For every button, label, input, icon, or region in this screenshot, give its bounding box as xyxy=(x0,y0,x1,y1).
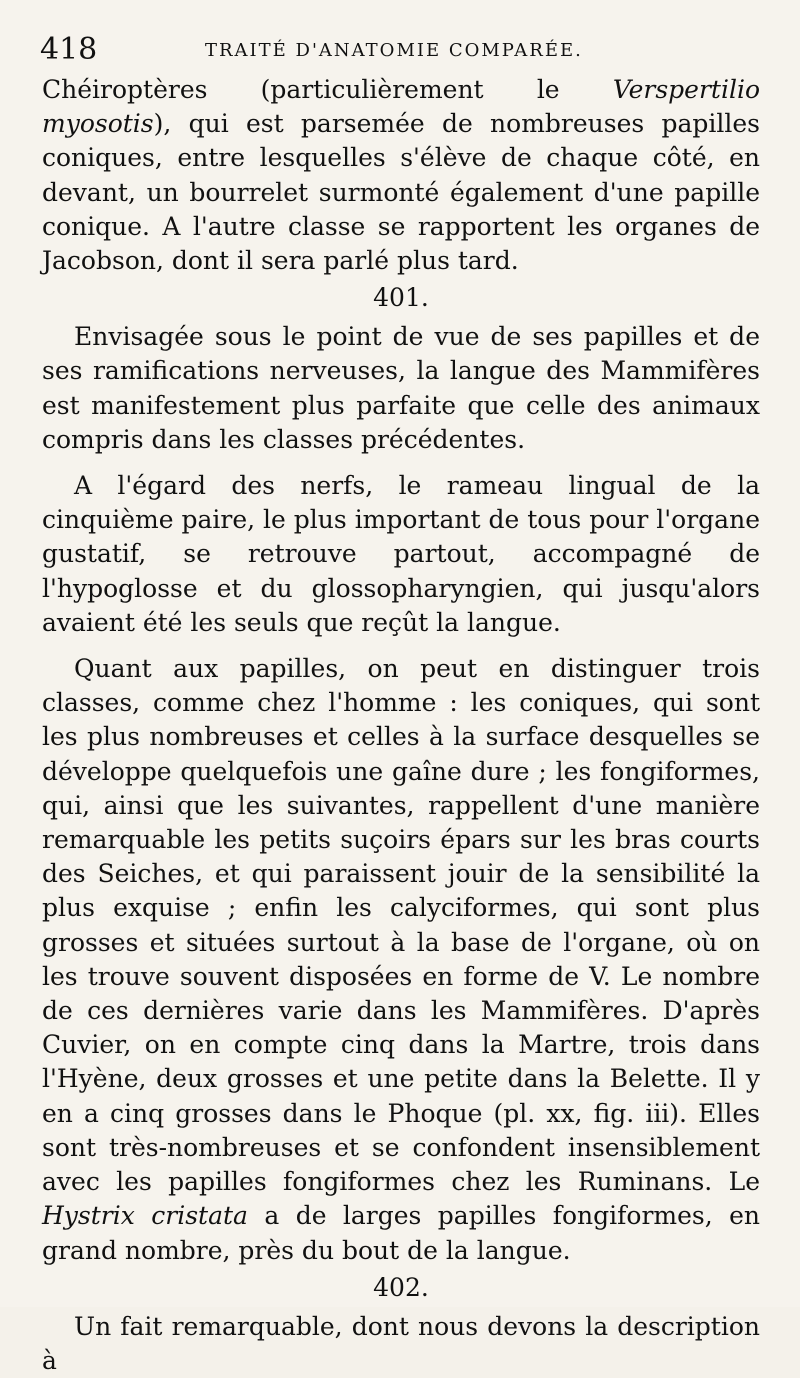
section-number-402: 402. xyxy=(373,1272,429,1302)
paragraph-text: a de larges papilles fongiformes, en grand nombre, près du bout de la langue. xyxy=(42,1201,760,1265)
body-text xyxy=(42,73,760,1378)
section-number-401: 401. xyxy=(373,283,429,313)
running-title: TRAITÉ D'ANATOMIE COMPARÉE. xyxy=(205,40,583,61)
paragraph-text: ), qui est parsemée de nombreuses papilles coniques, entre lesquelles s'élève de chaque côté, en devant, un bourrelet surmonté également d'une papille conique. A l'autre classe se rapportent les organes de Jacobson, dont il sera parlé plus tard. xyxy=(42,109,760,276)
page-number: 418 xyxy=(40,32,98,67)
paragraph-text: Quant aux papilles, on peut en distinguer trois classes, comme chez l'homme : les coniques, qui sont les plus nombreuses et celles à la surface desquelles se développe quelquefois une gaîne dure ; les fongiformes, qui, ainsi que les suivantes, rappellent d'une manière remarquable les petits suçoirs épars sur les bras courts des Seiches, et qui paraissent jouir de la sensibilité la plus exquise ; enfin les calyciformes, qui sont plus grosses et situées surtout à la base de l'organe, où on les trouve souvent disposées en forme de V. Le nombre de ces dernières varie dans les Mammifères. D'après Cuvier, on en compte cinq dans la Martre, trois dans l'Hyène, deux grosses et une petite dans la Belette. Il y en a cinq grosses dans le Phoque (pl. xx, fig. iii). Elles sont très-nombreuses et se confondent insensiblement avec les papilles fongiformes chez les Ruminans. Le xyxy=(42,654,760,1197)
species-name: Verspertilio myosotis xyxy=(42,75,760,139)
paragraph-text: Chéiroptères (particulièrement le xyxy=(42,75,613,104)
paragraph xyxy=(42,652,760,1268)
paragraph: Envisagée sous le point de vue de ses papilles et de ses ramifications nerveuses, la langue des Mammifères est manifestement plus parfaite que celle des animaux compris dans les classes précédentes. xyxy=(42,322,760,454)
running-head xyxy=(40,30,770,70)
species-name: Hystrix cristata xyxy=(42,1201,248,1231)
paragraph: A l'égard des nerfs, le rameau lingual de la cinquième paire, le plus important de tous pour l'organe gustatif, se retrouve partout, accompagné de l'hypoglosse et du glossopharyngien, qui jusqu'alors avaient été les seuls que reçût la langue. xyxy=(42,471,760,637)
paragraph-continued xyxy=(42,73,760,278)
paragraph: Un fait remarquable, dont nous devons la description à xyxy=(42,1311,760,1375)
